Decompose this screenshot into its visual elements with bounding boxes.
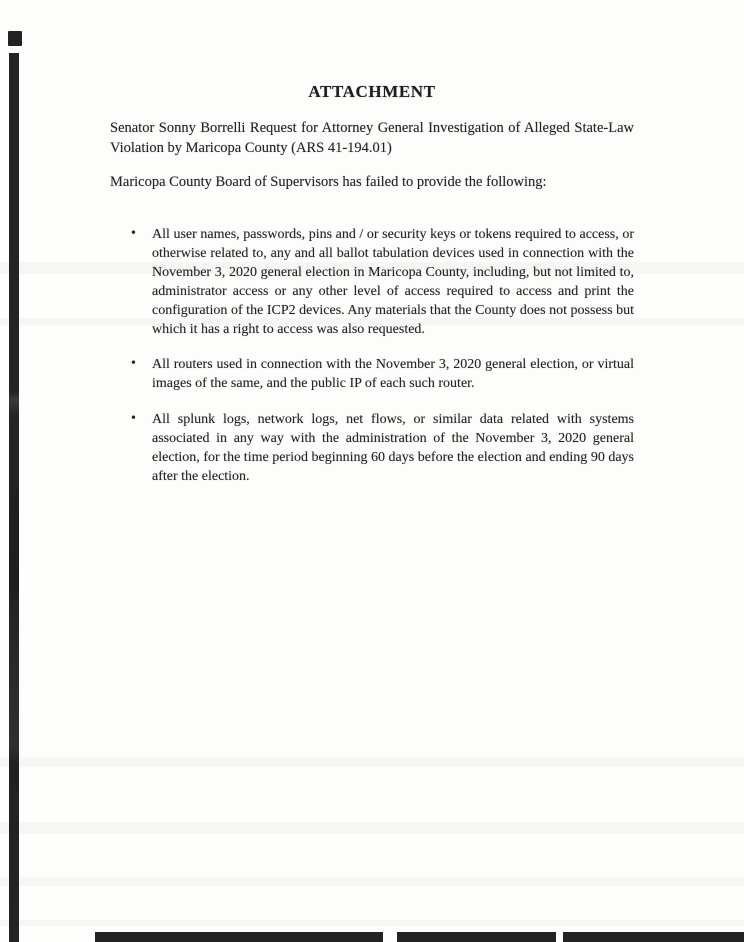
bullet-icon: •: [131, 356, 136, 372]
scan-artifact-bottom-edge: [563, 932, 744, 942]
list-item: [110, 356, 634, 394]
bullet-icon: •: [131, 411, 136, 427]
document-content: [110, 82, 634, 504]
scan-streak: [0, 822, 744, 834]
bullet-text: All routers used in connection with the November 3, 2020 general election, or virtual images of the same, and the public IP of each such router.: [152, 357, 634, 392]
scan-artifact-bottom-edge: [397, 932, 556, 942]
intro-paragraph: Maricopa County Board of Supervisors has failed to provide the following:: [110, 174, 547, 190]
scan-streak: [0, 877, 744, 886]
list-item: [110, 226, 634, 339]
scan-artifact-corner-block: [8, 31, 22, 46]
scan-artifact-left-edge-bar: [9, 53, 19, 942]
bullet-text: All splunk logs, network logs, net flows, or similar data related with systems associated in any way with the administration of the November 3, 2020 general election, for the time period beginning 60 days before the election and ending 90 days after the election.: [152, 412, 634, 484]
scan-streak: [0, 757, 744, 767]
bullet-icon: •: [131, 226, 136, 241]
scan-artifact-bottom-edge: [95, 932, 383, 942]
subject-paragraph: Senator Sonny Borrelli Request for Attorney General Investigation of Alleged State-Law Violation by Maricopa County (ARS 41-194.01): [110, 120, 634, 156]
scan-streak: [0, 920, 744, 926]
bullet-text: All user names, passwords, pins and / or security keys or tokens required to access, or otherwise related to, any and all ballot tabulation devices used in connection with the November 3, 2020 general election in Maricopa County, including, but not limited to, administrator access or any other level of access required to access and print the configuration of the ICP2 devices. Any materials that the County does not possess but which it has a right to access was also requested.: [152, 227, 634, 337]
document-title: ATTACHMENT: [308, 82, 436, 101]
request-bullet-list: [110, 226, 634, 487]
list-item: [110, 411, 634, 487]
